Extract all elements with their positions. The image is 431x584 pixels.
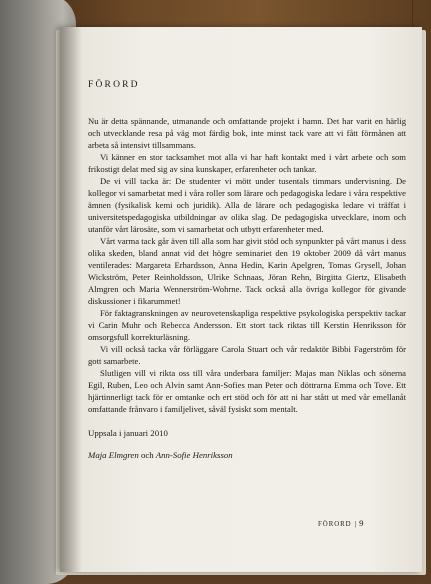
author-name: Maja Elmgren (88, 450, 139, 460)
paragraph: Vi känner en stor tacksamhet mot alla vi har haft kontakt med i vårt arbete och som frikostigt delat med sig av sina kunskaper, erfarenheter och tankar. (88, 152, 406, 174)
paragraph: Vårt varma tack går även till alla som har givit stöd och synpunkter på vårt manus i dess olika skeden, bland annat vid det högre seminariet den 19 oktober 2009 då vårt manus ventilerades: Margareta Erhardsson, Anna Hedin, Karin Apelgren, Tomas Grysell, Johan Wickström, Peter Reinholdsson, Ulrike Schnaas, Jöran Rehn, Birgitta Giertz, Elisabeth Almgren och Maria Wennerström-Wohrne. Tack också alla övriga kollegor för givande diskussioner i fikarummet! (88, 236, 406, 306)
paragraph: De vi vill tacka är: De studenter vi mött under tusentals timmars undervisning. De kollegor vi samarbetat med i våra roller som lärare och pedagogiska ledare i våra respektive ämnen (fysikalisk kemi och juridik). Alla de lärare och pedagogiska ledare vi träffat i universitetspedagogiska utbildningar av olika slag. De pedagogiska utvecklare, inom och utanför vårt lärosäte, som vi samarbetat och utbytt erfarenheter med. (88, 176, 406, 234)
page-text-block (88, 80, 406, 460)
paragraph: För faktagranskningen av neurovetenskapliga respektive psykologiska perspektiv tackar vi Carin Muhr och Rebecca Andersson. Ett stort tack riktas till Kerstin Henriksson för omsorgsfull korrekturläsning. (88, 308, 406, 342)
paragraph: Nu är detta spännande, utmanande och omfattande projekt i hamn. Det har varit en härlig och utvecklande resa på väg mot färdig bok, inte minst tack vare att vi fått förmånen att arbeta så intensivt tillsammans. (88, 116, 406, 150)
folio-separator: | (354, 519, 357, 528)
paragraph: Vi vill också tacka vår förläggare Carola Stuart och vår redaktör Bibbi Fagerström för gott samarbete. (88, 344, 406, 366)
place-date: Uppsala i januari 2010 (88, 428, 168, 438)
authors-line (88, 450, 406, 460)
running-footer-label: FÖRORD (318, 521, 352, 528)
page-number: 9 (359, 518, 364, 528)
paragraph: Slutligen vill vi rikta oss till våra underbara familjer: Majas man Niklas och sönerna Egil, Ruben, Leo och Alvin samt Ann-Sofies man Peter och döttrarna Emma och Tove. Ett hjärtinnerligt tack för er omtanke och ert stöd och för att ni har stått ut med vår emellanåt omfattande frånvaro i familjelivet, såväl fysiskt som mentalt. (88, 368, 406, 414)
chapter-heading: FÖRORD (88, 80, 140, 90)
page-footer (318, 518, 364, 528)
author-name: Ann-Sofie Henriksson (155, 450, 233, 460)
gutter-shadow (60, 27, 82, 572)
author-connector: och (140, 450, 154, 460)
